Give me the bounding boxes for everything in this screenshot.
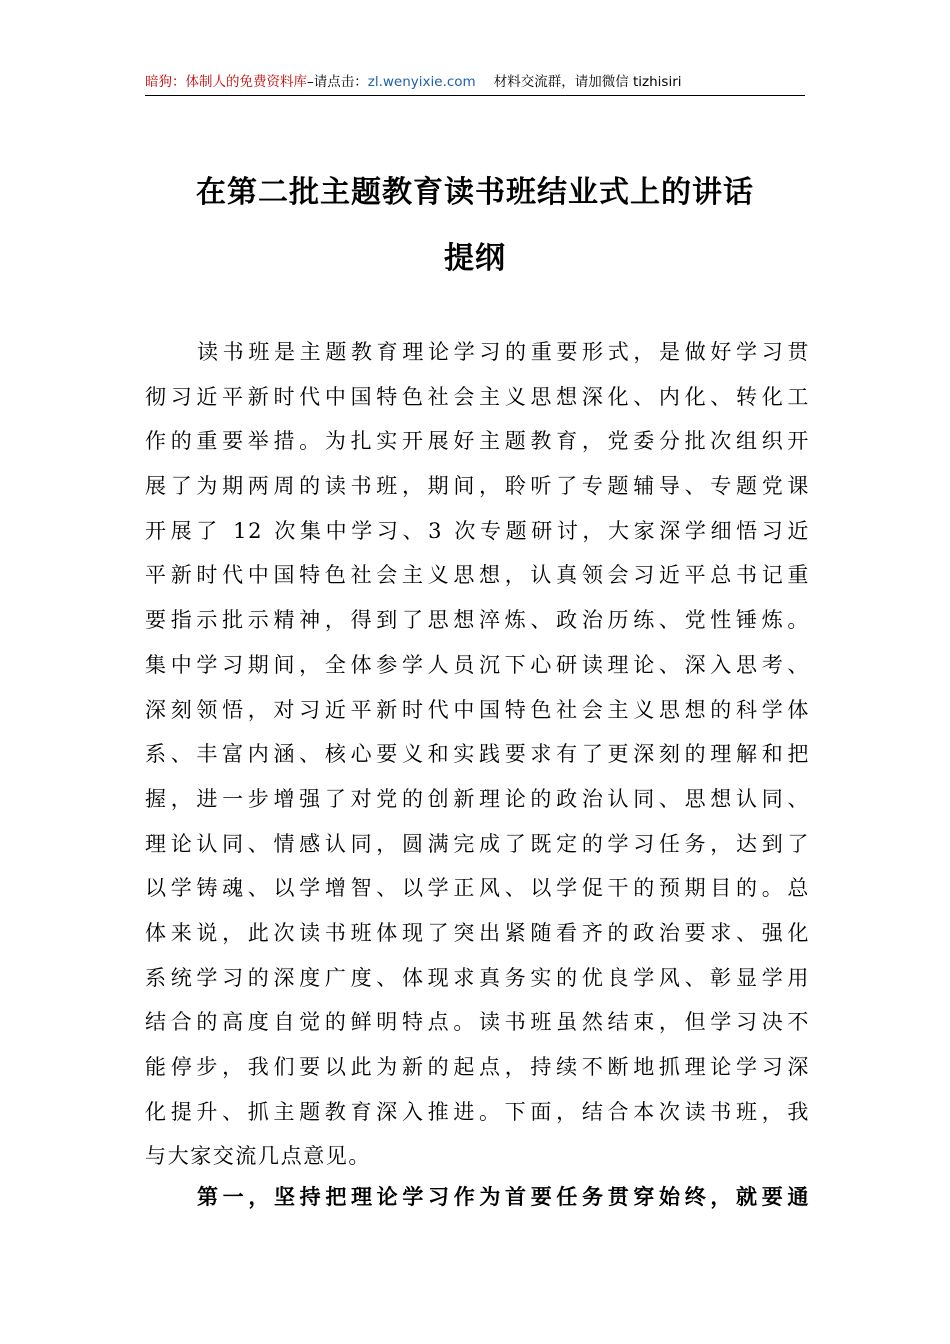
watermark-header [145,70,805,94]
paragraph-line: 系统学习的深度广度、体现求真务实的优良学风、彰显学用 [145,965,810,990]
title-line-2: 提纲 [444,241,506,276]
section-heading: 第一，坚持把理论学习作为首要任务贯穿始终，就要通 [197,1184,810,1209]
paragraph-line: 以学铸魂、以学增智、以学正风、以学促干的预期目的。总 [145,876,810,901]
paragraph-line: 结合的高度自觉的鲜明特点。读书班虽然结束，但学习决不 [145,1010,810,1035]
paragraph-line: 理论认同、情感认同，圆满完成了既定的学习任务，达到了 [145,831,810,856]
header-link[interactable]: zl.wenyixie.com [367,74,476,90]
paragraph-line: 握，进一步增强了对党的创新理论的政治认同、思想认同、 [145,786,810,811]
header-divider [145,95,805,96]
paragraph-line: 化提升、抓主题教育深入推进。下面，结合本次读书班，我 [145,1099,810,1124]
title-line-1: 在第二批主题教育读书班结业式上的讲话 [196,175,754,210]
paragraph-line: 能停步，我们要以此为新的起点，持续不断地抓理论学习深 [145,1055,810,1079]
paragraph-line: 系、丰富内涵、核心要义和实践要求有了更深刻的理解和把 [145,742,810,767]
paragraph-line: 读书班是主题教育理论学习的重要形式，是做好学习贯 [197,340,810,364]
paragraph-line: 展了为期两周的读书班，期间，聆听了专题辅导、专题党课 [145,474,810,499]
paragraph-line: 开展了 12 次集中学习、3 次专题研讨，大家深学细悟习近 [145,518,810,543]
paragraph-line: 要指示批示精神，得到了思想淬炼、政治历练、党性锤炼。 [145,608,810,633]
paragraph-line: 与大家交流几点意见。 [145,1144,371,1169]
paragraph-line: 作的重要举措。为扎实开展好主题教育，党委分批次组织开 [145,429,810,454]
paragraph-line: 平新时代中国特色社会主义思想，认真领会习近平总书记重 [145,563,810,588]
paragraph-line: 彻习近平新时代中国特色社会主义思想深化、内化、转化工 [145,384,810,409]
header-group-note: 材料交流群，请加微信 tizhisiri [493,74,682,90]
header-link-prefix: –请点击： [307,74,368,90]
header-brand: 暗狗：体制人的免费资料库 [145,74,307,90]
body-paragraph [145,330,810,1179]
paragraph-line: 深刻领悟，对习近平新时代中国特色社会主义思想的科学体 [145,697,810,722]
paragraph-line: 集中学习期间，全体参学人员沉下心研读理论、深入思考、 [145,652,810,677]
document-title [120,160,830,292]
paragraph-line: 体来说，此次读书班体现了突出紧随看齐的政治要求、强化 [145,920,810,945]
